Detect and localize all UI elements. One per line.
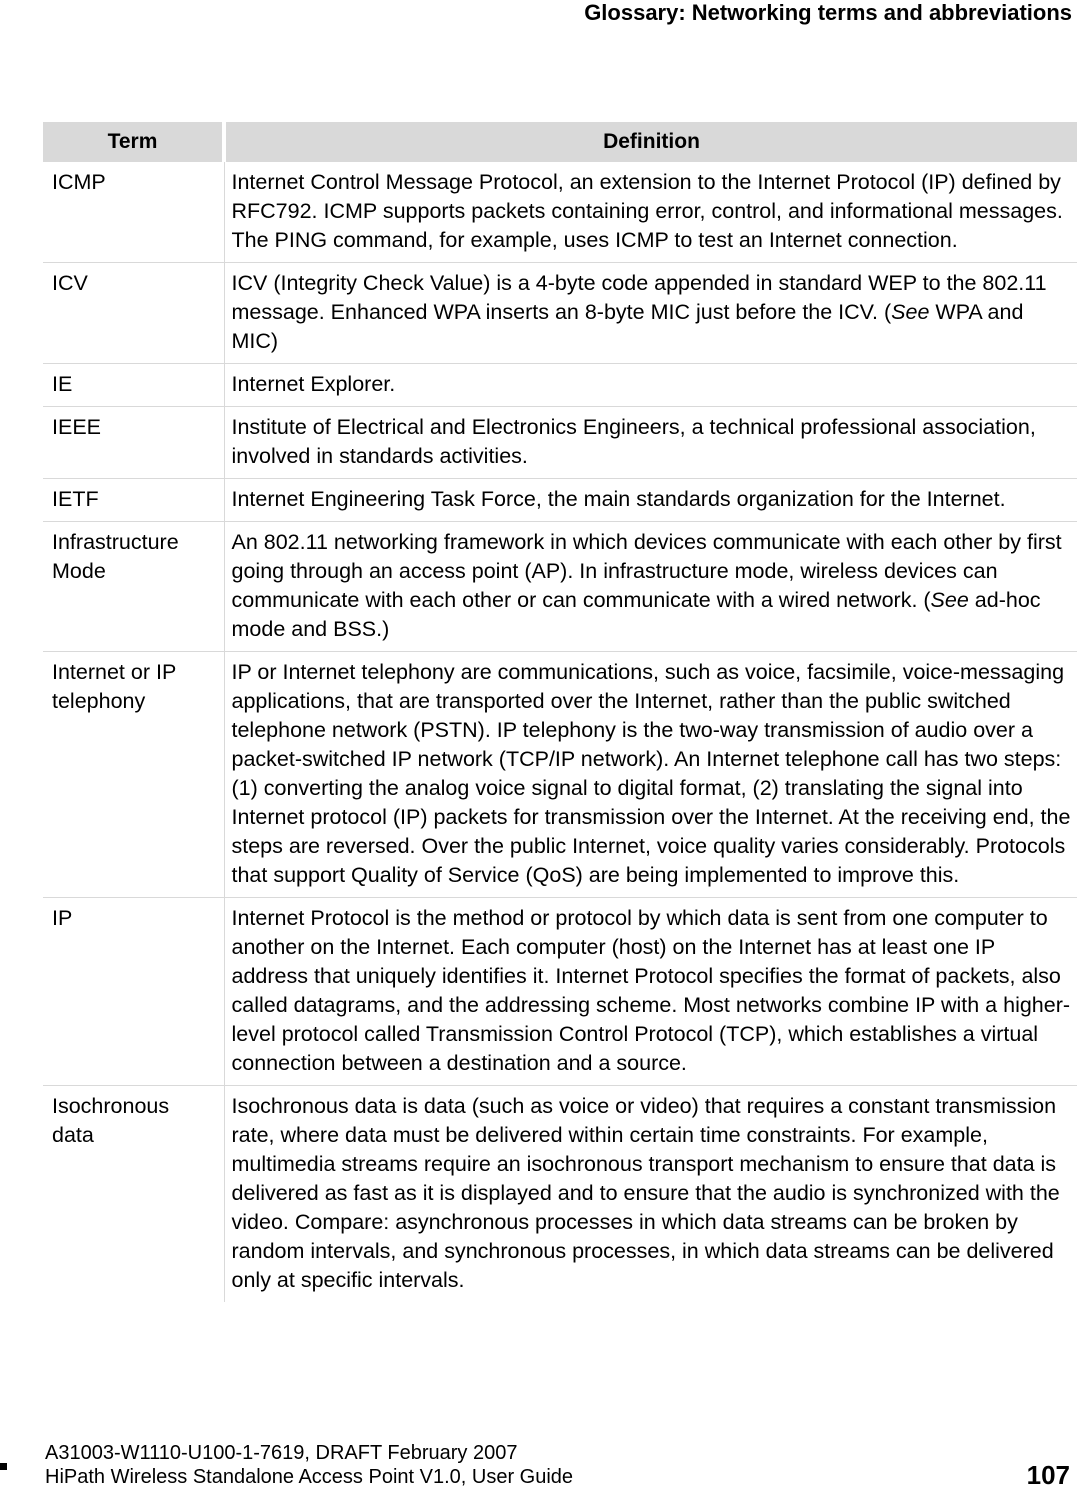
term-line: Isochronous xyxy=(52,1094,170,1118)
footer-guide-title: HiPath Wireless Standalone Access Point V1.0, User Guide xyxy=(45,1466,574,1488)
definition-text: WPA and MIC) xyxy=(231,300,1024,353)
term-cell xyxy=(43,652,224,898)
table-row xyxy=(43,1086,1077,1303)
definition-text: An 802.11 networking framework in which devices communicate with each other by first going through an access point (AP). In infrastructure mode, wireless devices can communicate with each other or can communicate with a wired network. ( xyxy=(231,530,1062,612)
table-row xyxy=(43,263,1077,364)
term-line: data xyxy=(52,1123,94,1147)
definition-see-italic: See xyxy=(891,300,930,324)
table-header-row xyxy=(43,122,1077,162)
term-cell: IE xyxy=(43,364,224,407)
glossary-table xyxy=(43,122,1077,1302)
table-row xyxy=(43,522,1077,652)
definition-cell xyxy=(224,522,1077,652)
definition-text: ICV (Integrity Check Value) is a 4-byte code appended in standard WEP to the 802.11 message. Enhanced WPA inserts an 8-byte MIC just before the ICV. ( xyxy=(231,271,1047,324)
term-cell: IETF xyxy=(43,479,224,522)
term-cell xyxy=(43,1086,224,1303)
table-row xyxy=(43,407,1077,479)
margin-marker xyxy=(0,1463,7,1470)
definition-cell: Internet Engineering Task Force, the main standards organization for the Internet. xyxy=(224,479,1077,522)
term-column-header: Term xyxy=(43,122,224,162)
table-row xyxy=(43,652,1077,898)
definition-see-italic: See xyxy=(930,588,969,612)
definition-cell: Internet Control Message Protocol, an extension to the Internet Protocol (IP) defined by RFC792. ICMP supports packets containing error, control, and informational messages. The PING command, for example, uses ICMP to test an Internet connection. xyxy=(224,162,1077,263)
definition-cell: Internet Explorer. xyxy=(224,364,1077,407)
term-line: telephony xyxy=(52,689,146,713)
page-number: 107 xyxy=(1026,1460,1070,1490)
term-cell: IEEE xyxy=(43,407,224,479)
definition-column-header: Definition xyxy=(224,122,1077,162)
term-line: Mode xyxy=(52,559,106,583)
table-row xyxy=(43,479,1077,522)
definition-cell: Isochronous data is data (such as voice or video) that requires a constant transmission rate, where data must be delivered within certain time constraints. For example, multimedia streams require an isochronous transport mechanism to ensure that data is delivered as fast as it is displayed and to ensure that the audio is synchronized with the video. Compare: asynchronous processes in which data streams can be broken by random intervals, and synchronous processes, in which data streams can be delivered only at specific intervals. xyxy=(231,1094,1060,1292)
term-cell: ICV xyxy=(43,263,224,364)
term-line: Internet or IP xyxy=(52,660,177,684)
term-cell: ICMP xyxy=(43,162,224,263)
definition-cell: Institute of Electrical and Electronics Engineers, a technical professional association, involved in standards activities. xyxy=(224,407,1077,479)
term-cell xyxy=(43,522,224,652)
table-row xyxy=(43,898,1077,1086)
definition-text: ad-hoc mode and BSS.) xyxy=(231,588,1041,641)
page-header-title: Glossary: Networking terms and abbreviations xyxy=(584,0,1072,25)
term-cell: IP xyxy=(43,898,224,1086)
table-row xyxy=(43,364,1077,407)
definition-cell xyxy=(224,263,1077,364)
definition-cell: IP or Internet telephony are communications, such as voice, facsimile, voice-messaging applications, that are transported over the Internet, rather than the public switched telephone network (PSTN). IP telephony is the two-way transmission of audio over a packet-switched IP network (TCP/IP network). An Internet telephone call has two steps: (1) converting the analog voice signal to digital format, (2) translating the signal into Internet protocol (IP) packets for transmission over the Internet. At the receiving end, the steps are reversed. Over the public Internet, voice quality varies considerably. Protocols that support Quality of Service (QoS) are being implemented to improve this. xyxy=(224,652,1077,898)
table-row xyxy=(43,162,1077,263)
definition-cell: Internet Protocol is the method or protocol by which data is sent from one computer to another on the Internet. Each computer (host) on the Internet has at least one IP address that uniquely identifies it. Internet Protocol specifies the format of packets, also called datagrams, and the addressing scheme. Most networks combine IP with a higher-level protocol called Transmission Control Protocol (TCP), which establishes a virtual connection between a destination and a source. xyxy=(224,898,1077,1086)
footer-document-id: A31003-W1110-U100-1-7619, DRAFT February 2007 xyxy=(45,1442,518,1464)
term-line: Infrastructure xyxy=(52,530,179,554)
